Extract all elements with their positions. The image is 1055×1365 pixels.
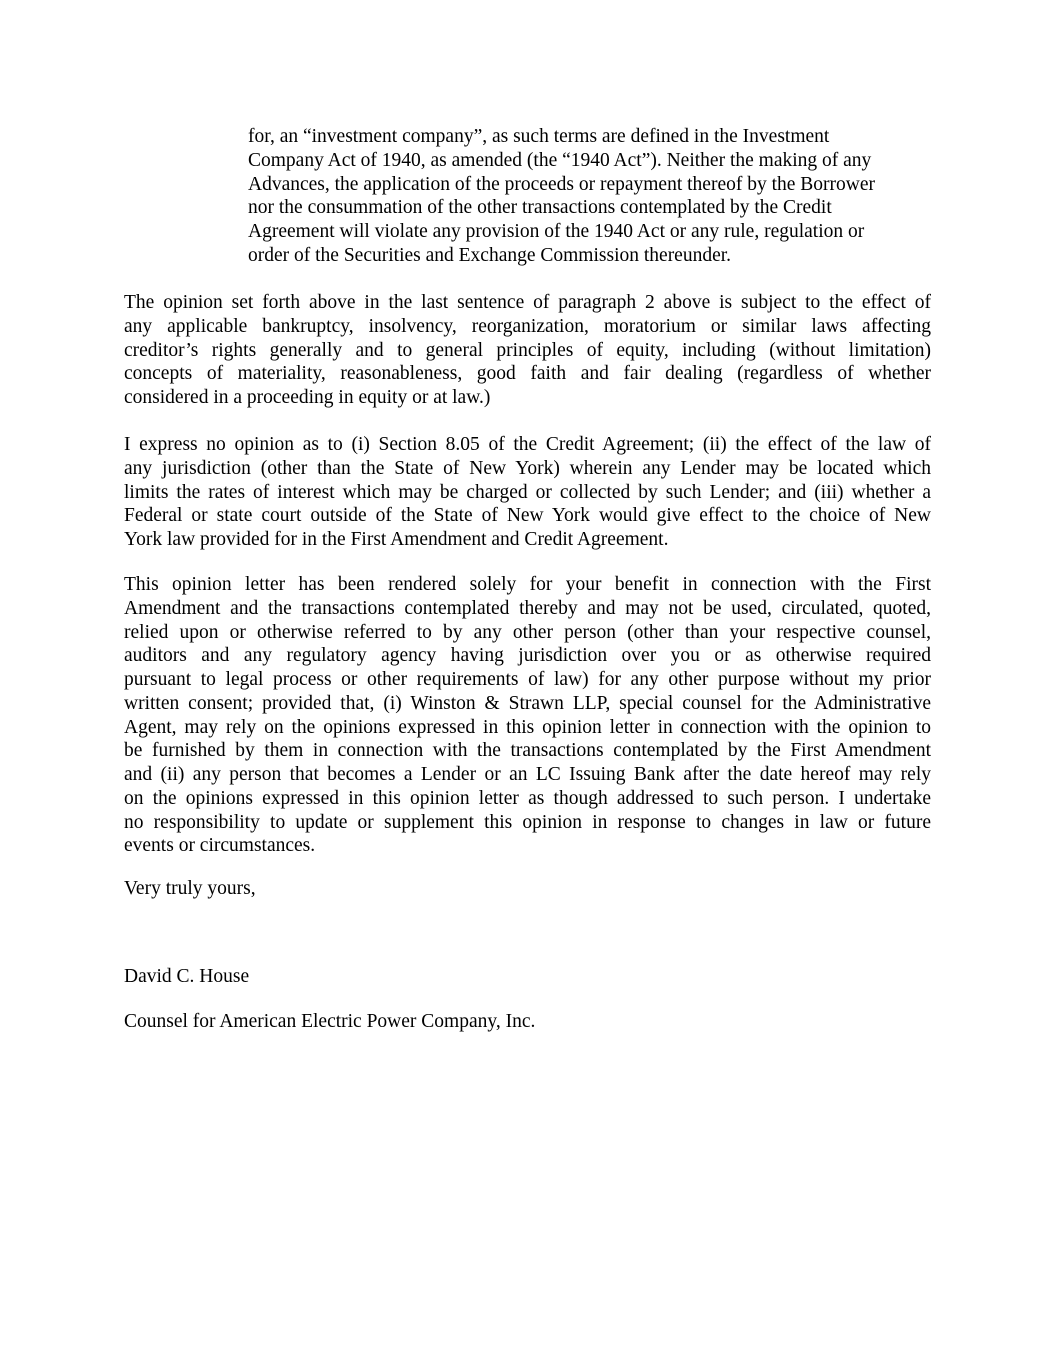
text-line: any jurisdiction (other than the State of New York) wherein any Lender may be located which (124, 457, 931, 479)
signatory-name: David C. House (124, 966, 250, 987)
exclusions-paragraph (124, 433, 931, 552)
text-line: limits the rates of interest which may be charged or collected by such Lender; and (iii) whether a (124, 481, 931, 503)
text-line: Agent, may rely on the opinions expressed in this opinion letter in connection with the opinion to (124, 716, 931, 738)
continued-opinion-paragraph (248, 125, 931, 268)
text-line: for, an “investment company”, as such terms are defined in the Investment (248, 126, 830, 147)
text-line: nor the consummation of the other transactions contemplated by the Credit (248, 197, 832, 219)
text-line: order of the Securities and Exchange Commission thereunder. (248, 244, 732, 266)
text-line: and (ii) any person that becomes a Lender or an LC Issuing Bank after the date hereof may rely (124, 764, 931, 785)
text-line: on the opinions expressed in this opinion letter as though addressed to such person. I undertake (124, 787, 931, 809)
text-line: Amendment and the transactions contemplated thereby and may not be used, circulated, quoted, (124, 597, 931, 619)
text-line: Company Act of 1940, as amended (the “1940 Act”). Neither the making of any (248, 149, 872, 171)
text-line: be furnished by them in connection with the transactions contemplated by the First Amendment (124, 740, 931, 762)
text-line: The opinion set forth above in the last sentence of paragraph 2 above is subject to the effect of (124, 292, 931, 313)
text-line: pursuant to legal process or other requirements of law) for any other purpose without my prior (124, 669, 931, 690)
text-line: auditors and any regulatory agency having jurisdiction over you or as otherwise required (124, 645, 931, 667)
text-line: I express no opinion as to (i) Section 8.05 of the Credit Agreement; (ii) the effect of the law of (124, 434, 931, 455)
reliance-paragraph (124, 573, 931, 858)
text-line: creditor’s rights generally and to general principles of equity, including (without limitation) (124, 339, 931, 361)
text-line: Advances, the application of the proceeds or repayment thereof by the Borrower (248, 173, 876, 195)
text-line: considered in a proceeding in equity or at law.) (124, 387, 491, 408)
text-line: written consent; provided that, (i) Winston & Strawn LLP, special counsel for the Administrative (124, 692, 931, 714)
text-line: no responsibility to update or supplement this opinion in response to changes in law or future (124, 811, 931, 833)
signatory-title: Counsel for American Electric Power Company, Inc. (124, 1011, 536, 1032)
text-line: York law provided for in the First Amendment and Credit Agreement. (124, 529, 669, 550)
closing: Very truly yours, (124, 878, 256, 899)
text-line: concepts of materiality, reasonableness, good faith and fair dealing (regardless of whether (124, 363, 931, 385)
opinion-qualification-paragraph (124, 291, 931, 410)
text-line: Agreement will violate any provision of the 1940 Act or any rule, regulation or (248, 221, 865, 242)
text-line: relied upon or otherwise referred to by any other person (other than your respective counsel, (124, 621, 931, 643)
text-line: any applicable bankruptcy, insolvency, reorganization, moratorium or similar laws affecting (124, 315, 931, 337)
text-line: events or circumstances. (124, 835, 316, 857)
text-line: Federal or state court outside of the State of New York would give effect to the choice of New (124, 505, 931, 527)
text-line: This opinion letter has been rendered solely for your benefit in connection with the First (124, 574, 931, 595)
